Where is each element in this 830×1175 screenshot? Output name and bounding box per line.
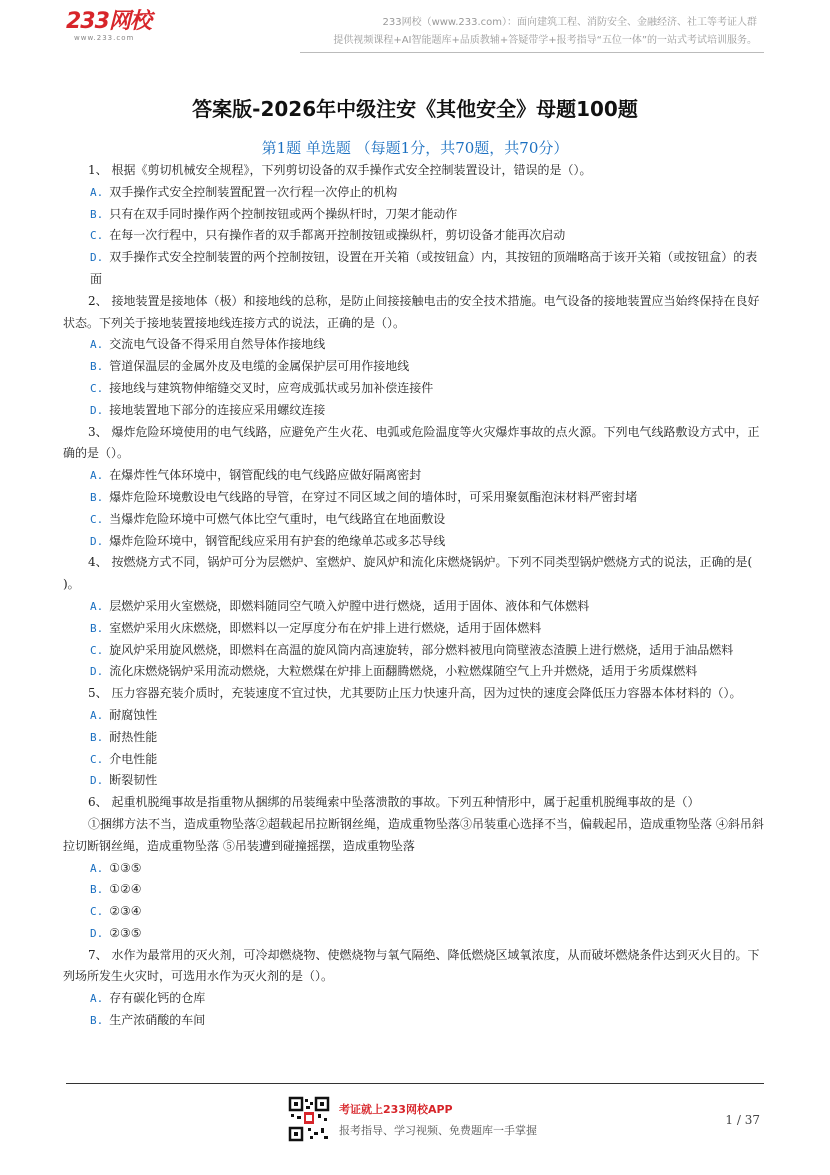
option-letter: D. [90, 534, 104, 548]
footer-divider [66, 1083, 764, 1084]
answer-option[interactable] [63, 727, 766, 749]
answer-option[interactable] [63, 858, 766, 880]
document-title: 答案版-2026年中级注安《其他安全》母题100题 [192, 97, 638, 121]
option-text: 存有碳化钙的仓库 [109, 991, 206, 1006]
option-letter: B. [90, 490, 104, 504]
option-letter: D. [90, 774, 104, 788]
option-text: 在爆炸性气体环境中，钢管配线的电气线路应做好隔离密封 [109, 468, 422, 483]
option-text: 爆炸危险环境中，钢管配线应采用有护套的绝缘单芯或多芯导线 [109, 533, 446, 548]
answer-option[interactable] [63, 923, 766, 945]
option-letter: C. [90, 905, 104, 919]
option-letter: A. [90, 599, 104, 613]
question-extra: ①捆绑方法不当，造成重物坠落②超载起吊拉断钢丝绳，造成重物坠落③吊装重心选择不当，偏载起吊，造成重物坠落 ④斜吊斜拉切断钢丝绳，造成重物坠落 ⑤吊装遭到碰撞摇摆，造成重物坠落 [63, 816, 764, 853]
answer-option[interactable] [63, 705, 766, 727]
question-stem: 3、 爆炸危险环境使用的电气线路，应避免产生火花、电弧或危险温度等火灾爆炸事故的点火源。下列电气线路敷设方式中，正确的是（）。 [63, 424, 760, 461]
answer-option[interactable] [63, 1010, 766, 1032]
option-letter: C. [90, 752, 104, 766]
answer-option[interactable] [63, 618, 766, 640]
option-letter: A. [90, 992, 104, 1006]
option-text: 交流电气设备不得采用自然导体作接地线 [109, 337, 326, 352]
answer-option[interactable] [63, 204, 766, 226]
option-text: 介电性能 [109, 751, 158, 766]
option-text: 管道保温层的金属外皮及电缆的金属保护层可用作接地线 [109, 359, 410, 374]
question-stem: 4、 按燃烧方式不同，锅炉可分为层燃炉、室燃炉、旋风炉和流化床燃烧锅炉。下列不同类型锅炉燃烧方式的说法，正确的是( )。 [63, 555, 753, 592]
answer-option[interactable] [63, 988, 766, 1010]
option-text: 生产浓硝酸的车间 [109, 1013, 206, 1028]
qr-code-icon[interactable] [288, 1096, 330, 1142]
option-letter: C. [90, 381, 104, 395]
answer-option[interactable] [63, 487, 766, 509]
question-stem: 5、 压力容器充装介质时，充装速度不宜过快，尤其要防止压力快速升高，因为过快的速度会降低压力容器本体材料的（）。 [88, 686, 742, 701]
answer-option[interactable] [63, 879, 766, 901]
option-text: ①③⑤ [109, 860, 142, 875]
answer-option[interactable] [63, 225, 766, 247]
answer-option[interactable] [63, 640, 766, 662]
answer-option[interactable] [63, 465, 766, 487]
answer-option[interactable] [63, 356, 766, 378]
header-tagline [333, 14, 757, 50]
option-letter: A. [90, 861, 104, 875]
option-text: 流化床燃烧锅炉采用流动燃烧，大粒燃煤在炉排上面翻腾燃烧，小粒燃煤随空气上升并燃烧，适用于劣质煤燃料 [109, 664, 698, 679]
footer-app-subtitle: 报考指导、学习视频、免费题库一手掌握 [339, 1124, 537, 1137]
option-text: 爆炸危险环境敷设电气线路的导管，在穿过不同区域之间的墙体时，可采用聚氨酯泡沫材料严密封堵 [109, 489, 638, 504]
answer-option[interactable] [63, 400, 766, 422]
option-letter: A. [90, 469, 104, 483]
option-text: 接地装置地下部分的连接应采用螺纹连接 [109, 402, 326, 417]
option-text: 接地线与建筑物伸缩缝交叉时，应弯成弧状或另加补偿连接件 [109, 380, 434, 395]
answer-option[interactable] [63, 770, 766, 792]
page-number: 1 / 37 [725, 1113, 760, 1127]
option-letter: A. [90, 338, 104, 352]
option-text: ②③⑤ [109, 925, 142, 940]
header-line-2: 提供视频课程+AI智能题库+品质教辅+答疑带学+报考指导“五位一体”的一站式考试培训服务。 [333, 35, 757, 46]
option-text: ①②④ [109, 882, 142, 897]
option-text: 层燃炉采用火室燃烧，即燃料随同空气喷入炉膛中进行燃烧，适用于固体、液体和气体燃料 [109, 598, 590, 613]
answer-option[interactable] [63, 509, 766, 531]
option-text: 旋风炉采用旋风燃烧，即燃料在高温的旋风筒内高速旋转，部分燃料被甩向筒壁液态渣膜上进行燃烧，适用于油品燃料 [109, 642, 734, 657]
answer-option[interactable] [63, 378, 766, 400]
section-heading: 第1题 单选题 （每题1分，共70题，共70分） [261, 139, 569, 157]
option-text: 当爆炸危险环境中可燃气体比空气重时，电气线路宜在地面敷设 [109, 511, 446, 526]
option-letter: B. [90, 730, 104, 744]
option-letter: B. [90, 360, 104, 374]
answer-option[interactable] [63, 661, 766, 683]
answer-option[interactable] [63, 182, 766, 204]
footer-app-title: 考证就上233网校APP [339, 1103, 453, 1116]
logo-url: www.233.com [74, 34, 135, 42]
option-letter: C. [90, 512, 104, 526]
option-letter: A. [90, 185, 104, 199]
option-letter: D. [90, 403, 104, 417]
option-letter: B. [90, 207, 104, 221]
option-text: 耐热性能 [109, 729, 158, 744]
answer-option[interactable] [63, 749, 766, 771]
answer-option[interactable] [63, 334, 766, 356]
answer-option[interactable] [63, 901, 766, 923]
option-letter: D. [90, 251, 104, 265]
page-header [0, 0, 830, 60]
option-text: 断裂韧性 [109, 773, 158, 788]
header-line-1: 233网校（www.233.com）：面向建筑工程、消防安全、金融经济、社工等考证人群 [382, 17, 757, 28]
option-letter: B. [90, 621, 104, 635]
option-text: 只有在双手同时操作两个控制按钮或两个操纵杆时，刀架才能动作 [109, 206, 458, 221]
option-text: 室燃炉采用火床燃烧，即燃料以一定厚度分布在炉排上进行燃烧，适用于固体燃料 [109, 620, 542, 635]
option-letter: B. [90, 883, 104, 897]
answer-option[interactable] [63, 247, 766, 291]
option-text: 双手操作式安全控制装置的两个控制按钮，设置在开关箱（或按钮盒）内，其按钮的顶端略高于该开关箱（或按钮盒）的表面 [90, 250, 758, 286]
logo-text: 233网校 [66, 9, 151, 34]
question-stem: 1、 根据《剪切机械安全规程》，下列剪切设备的双手操作式安全控制装置设计，错误的是（）。 [88, 163, 592, 177]
header-divider [300, 52, 764, 53]
option-letter: C. [90, 229, 104, 243]
question-stem: 7、 水作为最常用的灭火剂，可冷却燃烧物、使燃烧物与氧气隔绝、降低燃烧区域氧浓度，从而破坏燃烧条件达到灭火目的。下列场所发生火灾时，可选用水作为灭火剂的是（）。 [63, 947, 760, 984]
option-letter: D. [90, 926, 104, 940]
option-letter: C. [90, 643, 104, 657]
question-stem: 6、 起重机脱绳事故是指重物从捆绑的吊装绳索中坠落溃散的事故。下列五种情形中，属于起重机脱绳事故的是（） [88, 795, 700, 810]
question-list [63, 160, 766, 1032]
option-text: 在每一次行程中，只有操作者的双手都离开控制按钮或操纵杆，剪切设备才能再次启动 [109, 228, 566, 243]
answer-option[interactable] [63, 596, 766, 618]
answer-option[interactable] [63, 531, 766, 553]
question-stem: 2、 接地装置是接地体（极）和接地线的总称，是防止间接接触电击的安全技术措施。电气设备的接地装置应当始终保持在良好状态。下列关于接地装置接地线连接方式的说法，正确的是（）。 [63, 293, 760, 330]
brand-logo[interactable] [66, 10, 186, 46]
option-letter: D. [90, 665, 104, 679]
option-text: 耐腐蚀性 [109, 707, 158, 722]
option-letter: B. [90, 1014, 104, 1028]
option-text: 双手操作式安全控制装置配置一次行程一次停止的机构 [109, 184, 398, 199]
option-letter: A. [90, 708, 104, 722]
option-text: ②③④ [109, 904, 142, 919]
